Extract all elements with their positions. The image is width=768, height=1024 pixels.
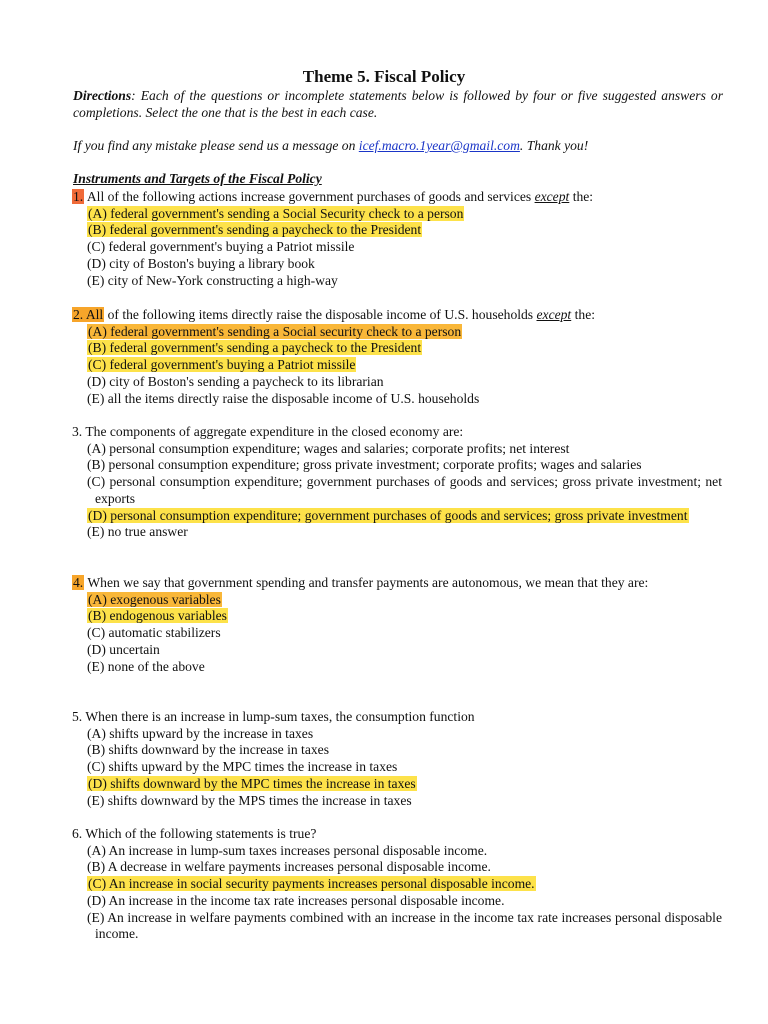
question-stem [72,424,722,441]
directions-label: Directions [73,88,132,103]
question-5 [72,709,722,809]
question-stem [72,826,722,843]
directions-paragraph [73,88,723,121]
document-title: Theme 5. Fiscal Policy [302,67,466,86]
contact-note [73,138,723,155]
question-2 [72,307,722,407]
option-text: (B) federal government's sending a paycheck to the President [88,222,422,238]
option-a[interactable] [72,843,722,860]
option-text: (B) federal government's sending a paycheck to the President [88,340,422,356]
option-e[interactable] [72,391,722,408]
directions-text: : Each of the questions or incomplete statements below is followed by four or five suggested answers or completions. Select the one that is the best in each case. [73,88,723,120]
option-e[interactable] [72,659,722,676]
option-text: (E) no true answer [87,524,188,540]
option-text: (C) automatic stabilizers [87,625,221,641]
option-d[interactable] [72,893,722,910]
option-c[interactable] [72,239,722,256]
option-d[interactable] [72,256,722,273]
option-text: (A) federal government's sending a Social security check to a person [88,323,462,339]
option-text: (D) shifts downward by the MPC times the increase in taxes [88,775,416,791]
option-a[interactable] [72,726,722,743]
option-text: (B) personal consumption expenditure; gross private investment; corporate profits; wages and salaries [87,457,642,473]
option-text: (A) shifts upward by the increase in taxes [87,725,314,741]
question-3 [72,424,722,541]
emphasis-text: except [534,189,570,204]
option-a[interactable] [72,324,722,341]
question-text-end: the: [571,307,596,322]
question-6 [72,826,722,943]
contact-text-after: . Thank you! [519,138,589,153]
option-b[interactable] [72,608,722,625]
option-c[interactable] [72,474,722,507]
question-text: The components of aggregate expenditure in the closed economy are: [82,424,464,439]
option-text: (C) federal government's buying a Patriot missile [87,239,355,255]
option-text: (A) exogenous variables [88,591,221,607]
option-e[interactable] [72,524,722,541]
question-1 [72,189,722,289]
option-text: (A) An increase in lump-sum taxes increases personal disposable income. [87,842,488,858]
option-text: (D) personal consumption expenditure; government purchases of goods and services; gross private investment [88,507,688,523]
contact-email-link[interactable]: icef.macro.1year@gmail.com [358,138,520,153]
option-a[interactable] [72,206,722,223]
option-text: (C) An increase in social security payments increases personal disposable income. [88,876,535,892]
question-number: 5. [72,709,83,724]
option-text: (B) shifts downward by the increase in taxes [87,742,329,758]
option-text: (E) all the items directly raise the disposable income of U.S. households [87,390,480,406]
option-text: (B) endogenous variables [88,608,227,624]
option-d[interactable] [72,776,722,793]
question-number: 6. [72,826,83,841]
option-b[interactable] [72,222,722,239]
option-c[interactable] [72,759,722,776]
question-number: 1. [73,189,84,204]
question-text: When there is an increase in lump-sum taxes, the consumption function [82,709,475,724]
option-text: (C) shifts upward by the MPC times the increase in taxes [87,759,398,775]
option-text: (C) federal government's buying a Patriot missile [88,357,356,373]
option-text: (E) city of New-York constructing a high-way [87,272,338,288]
question-text-end: the: [569,189,594,204]
option-d[interactable] [72,642,722,659]
option-text: (D) An increase in the income tax rate increases personal disposable income. [87,892,505,908]
option-e[interactable] [72,273,722,290]
question-text: of the following items directly raise the disposable income of U.S. households [104,307,537,322]
option-a[interactable] [72,592,722,609]
option-e[interactable] [72,910,722,943]
option-text: (D) city of Boston's sending a paycheck to its librarian [87,373,384,389]
option-text: (D) uncertain [87,641,160,657]
option-b[interactable] [72,859,722,876]
contact-text-before: If you find any mistake please send us a message on [73,138,359,153]
option-c[interactable] [72,357,722,374]
question-number: 2. All [73,307,104,322]
option-text: (E) none of the above [87,658,205,674]
option-d[interactable] [72,374,722,391]
option-b[interactable] [72,340,722,357]
option-c[interactable] [72,876,722,893]
option-text: (B) A decrease in welfare payments increases personal disposable income. [87,859,491,875]
question-text: All of the following actions increase government purchases of goods and services [86,189,535,204]
section-heading: Instruments and Targets of the Fiscal Policy [73,171,322,186]
option-text: (A) personal consumption expenditure; wages and salaries; corporate profits; net interest [87,440,570,456]
question-stem [72,307,722,324]
question-stem [72,709,722,726]
option-b[interactable] [72,457,722,474]
emphasis-text: except [536,307,572,322]
question-4 [72,575,722,675]
question-text: When we say that government spending and transfer payments are autonomous, we mean that they are: [84,575,649,590]
option-text: (E) An increase in welfare payments combined with an increase in the income tax rate increases personal disposable income. [87,909,722,942]
option-d[interactable] [72,508,722,525]
option-text: (D) city of Boston's buying a library book [87,255,315,271]
option-a[interactable] [72,441,722,458]
question-number: 3. [72,424,83,439]
option-text: (E) shifts downward by the MPS times the increase in taxes [87,792,412,808]
question-stem [72,189,722,206]
option-e[interactable] [72,793,722,810]
option-text: (C) personal consumption expenditure; government purchases of goods and services; gross private investment; net exports [87,474,722,506]
option-text: (A) federal government's sending a Social Security check to a person [88,205,464,221]
question-number: 4. [73,575,84,590]
question-text: Which of the following statements is true? [82,826,317,841]
option-c[interactable] [72,625,722,642]
option-b[interactable] [72,742,722,759]
question-stem [72,575,722,592]
